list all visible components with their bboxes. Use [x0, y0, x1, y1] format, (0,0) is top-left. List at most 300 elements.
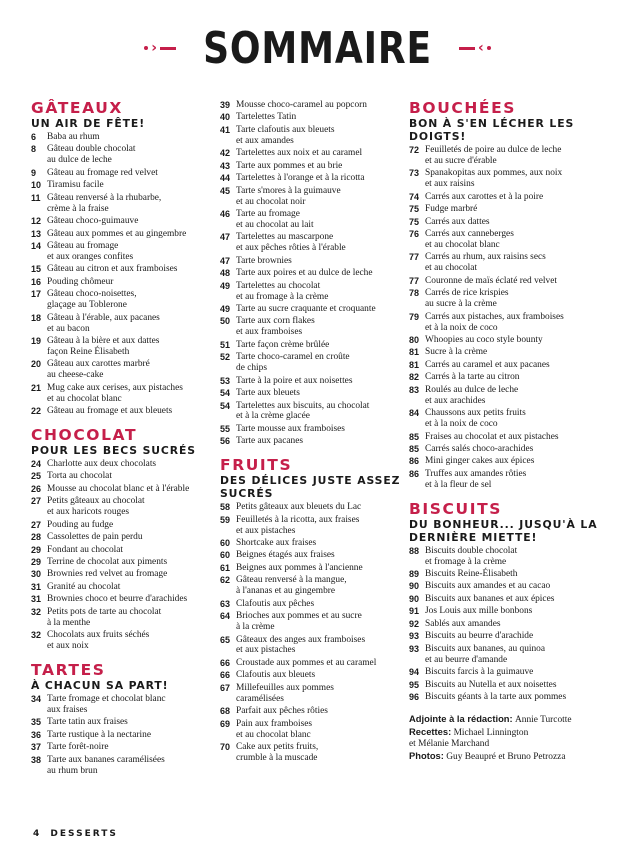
entry-line: Gâteau renversé à la mangue, [236, 575, 347, 586]
entry-line: Petits gâteaux au chocolat [47, 496, 145, 507]
toc-entry[interactable] [409, 581, 609, 592]
toc-entry[interactable] [31, 607, 216, 629]
entry-title [425, 667, 533, 678]
toc-entry[interactable] [220, 232, 410, 254]
page-number: 75 [409, 216, 420, 227]
page-number: 18 [31, 312, 42, 323]
page-number: 82 [409, 372, 420, 383]
entry-title [47, 582, 120, 593]
page-number: 94 [409, 667, 420, 678]
page-number: 93 [409, 631, 420, 642]
page-number: 95 [409, 679, 420, 690]
toc-section [31, 100, 216, 417]
entry-title [236, 563, 363, 574]
section-title: FRUITS [220, 456, 293, 475]
toc-entry[interactable] [409, 385, 609, 407]
toc-entry[interactable] [409, 276, 609, 287]
entry-title [47, 313, 160, 335]
toc-entry[interactable] [409, 456, 609, 467]
page-number: 17 [31, 289, 42, 300]
page-number: 83 [409, 384, 420, 395]
page-number: 69 [220, 718, 231, 729]
entry-line: de chips [236, 363, 267, 374]
toc-entry[interactable] [31, 264, 216, 275]
page-number: 65 [220, 634, 231, 645]
entry-title [47, 459, 156, 470]
toc-entry[interactable] [409, 692, 609, 703]
toc-entry[interactable] [220, 550, 410, 561]
entry-line: Roulés au dulce de leche [425, 384, 519, 395]
section-subtitle: POUR LES BECS SUCRÉS [31, 443, 196, 457]
entry-line: Jos Louis aux mille bonbons [425, 606, 533, 617]
entry-title [47, 216, 138, 227]
column-2 [220, 100, 410, 765]
page-number: 50 [220, 316, 231, 327]
entry-line: Gâteau à l'érable, aux pacanes [47, 312, 160, 323]
toc-entry[interactable] [409, 606, 609, 617]
toc-entry[interactable] [31, 594, 216, 605]
toc-entry[interactable] [31, 144, 216, 166]
entry-title [47, 193, 161, 215]
page-header [0, 18, 635, 78]
entry-line: Tarte brownies [236, 255, 292, 266]
entry-title [47, 144, 136, 166]
entry-title [47, 132, 100, 143]
entry-title [236, 268, 373, 279]
toc-entry[interactable] [220, 424, 410, 435]
toc-entry[interactable] [31, 569, 216, 580]
page-number: 60 [220, 538, 231, 549]
entry-title [236, 670, 315, 681]
page-number: 52 [220, 352, 231, 363]
page-number: 96 [409, 692, 420, 703]
entry-line: Gâteau choco-noisettes, [47, 289, 137, 300]
entry-title [236, 232, 346, 254]
credit-name: Guy Beaupré et Bruno Petrozza [446, 751, 566, 762]
toc-entry[interactable] [31, 582, 216, 593]
page-number: 14 [31, 240, 42, 251]
toc-entry[interactable] [31, 132, 216, 143]
page-number: 59 [220, 514, 231, 525]
toc-entry[interactable] [31, 496, 216, 518]
toc-entry[interactable] [220, 563, 410, 574]
toc-entry[interactable] [220, 209, 410, 231]
entry-line: Feuilletés à la ricotta, aux fraises [236, 514, 360, 525]
toc-entry[interactable] [31, 742, 216, 753]
entry-line: Beignes aux pommes à l'ancienne [236, 562, 363, 573]
entry-title [425, 619, 501, 630]
entry-line: Biscuits farcis à la guimauve [425, 667, 534, 678]
toc-entry[interactable] [31, 168, 216, 179]
entry-line: Brownies choco et beurre d'arachides [47, 594, 188, 605]
toc-entry[interactable] [220, 436, 410, 447]
page-number: 12 [31, 216, 42, 227]
toc-entry[interactable] [409, 631, 609, 642]
credit-line [409, 750, 609, 763]
toc-entry[interactable] [409, 204, 609, 215]
entry-line: Tarte aux bananes caramélisées [47, 754, 165, 765]
toc-entry[interactable] [31, 545, 216, 556]
section-title: TARTES [31, 661, 106, 680]
entry-title [236, 706, 328, 717]
entry-title [236, 352, 350, 374]
entry-title [425, 276, 557, 287]
toc-entry[interactable] [31, 717, 216, 728]
entry-line: Torta au chocolat [47, 471, 112, 482]
toc-entry[interactable] [220, 635, 410, 657]
page-number: 31 [31, 594, 42, 605]
toc-entry[interactable] [409, 444, 609, 455]
entry-line: Chocolats aux fruits séchés [47, 630, 150, 641]
toc-entry[interactable] [31, 730, 216, 741]
toc-entry[interactable] [409, 469, 609, 491]
column-3 [409, 100, 609, 763]
page-number: 48 [220, 268, 231, 279]
page-number: 49 [220, 303, 231, 314]
entry-title [236, 538, 316, 549]
toc-entry[interactable] [220, 670, 410, 681]
page-number: 49 [220, 280, 231, 291]
entry-line: et au chocolat blanc [236, 729, 311, 740]
credit-name: et Mélanie Marchand [409, 738, 490, 749]
entry-line: Biscuits aux amandes et au cacao [425, 581, 551, 592]
entry-line: Biscuits double chocolat [425, 545, 518, 556]
page-number: 35 [31, 717, 42, 728]
entry-title [47, 717, 128, 728]
toc-entry[interactable] [31, 755, 216, 777]
page-number: 29 [31, 544, 42, 555]
entry-line: et aux haricots rouges [47, 507, 130, 518]
entry-title [236, 148, 362, 159]
entry-line: et aux amandes [236, 135, 294, 146]
entry-line: façon Reine Élisabeth [47, 346, 130, 357]
toc-entry[interactable] [220, 161, 410, 172]
entry-line: Gâteau au fromage [47, 240, 119, 251]
entry-title [47, 694, 166, 716]
entry-line: Feuilletés de poire au dulce de leche [425, 145, 562, 155]
toc-entry[interactable] [31, 313, 216, 335]
toc-entry[interactable] [409, 667, 609, 678]
toc-entry[interactable] [220, 173, 410, 184]
entry-line: Tarte fromage et chocolat blanc [47, 694, 166, 705]
page-number: 43 [220, 160, 231, 171]
toc-entry[interactable] [409, 229, 609, 251]
page-number: 63 [220, 598, 231, 609]
toc-entry[interactable] [31, 557, 216, 568]
page-number: 47 [220, 232, 231, 243]
page-number: 78 [409, 288, 420, 299]
toc-entry[interactable] [220, 502, 410, 513]
toc-entry[interactable] [409, 432, 609, 443]
page-number: 25 [31, 471, 42, 482]
credit-label: Adjointe à la rédaction: [409, 712, 513, 724]
toc-entry[interactable] [31, 193, 216, 215]
page-number: 56 [220, 436, 231, 447]
page-number: 22 [31, 406, 42, 417]
toc-entry[interactable] [220, 340, 410, 351]
entry-line: Carrés aux carottes et à la poire [425, 191, 544, 202]
toc-entry[interactable] [31, 383, 216, 405]
entry-line: Carrés salés choco-arachides [425, 443, 534, 454]
page-number: 85 [409, 443, 420, 454]
toc-entry[interactable] [31, 216, 216, 227]
toc-entry[interactable] [31, 532, 216, 543]
toc-entry[interactable] [31, 520, 216, 531]
page-number: 86 [409, 456, 420, 467]
toc-entry[interactable] [409, 217, 609, 228]
entry-line: Sablés aux amandes [425, 618, 501, 629]
toc-entry[interactable] [220, 268, 410, 279]
entry-line: Gâteau double chocolat [47, 144, 136, 155]
right-ornament: ‹ [459, 41, 491, 55]
entry-line: Shortcake aux fraises [236, 538, 317, 549]
entry-line: et aux noix [47, 641, 89, 652]
entry-line: et à la noix de coco [425, 322, 498, 333]
entry-title [236, 635, 365, 657]
entry-line: Pouding chômeur [47, 276, 114, 287]
entry-line: Biscuits aux bananes, au quinoa [425, 643, 546, 654]
entry-line: Millefeuilles aux pommes [236, 682, 334, 693]
toc-entry[interactable] [220, 186, 410, 208]
entry-title [236, 125, 335, 147]
page-number: 76 [409, 229, 420, 240]
entry-line: Pain aux framboises [236, 718, 313, 729]
toc-entry[interactable] [409, 312, 609, 334]
entry-title [47, 180, 104, 191]
toc-section [220, 457, 410, 764]
page-number: 66 [220, 670, 231, 681]
entry-line: et à la crème glacée [236, 411, 310, 422]
entry-title [47, 406, 172, 417]
toc-entry[interactable] [31, 471, 216, 482]
toc-entry[interactable] [220, 719, 410, 741]
page-number: 68 [220, 706, 231, 717]
entry-line: Whoopies au coco style bounty [425, 334, 543, 345]
entry-line: Tartelettes aux noix et au caramel [236, 148, 363, 159]
page-number: 36 [31, 729, 42, 740]
toc-entry[interactable] [220, 100, 410, 111]
page-number: 10 [31, 180, 42, 191]
entry-title [236, 599, 314, 610]
page-number: 91 [409, 606, 420, 617]
entry-line: Gâteau au citron et aux framboises [47, 264, 178, 275]
entry-line: Carrés aux pistaches, aux framboises [425, 311, 564, 322]
toc-entry[interactable] [220, 599, 410, 610]
toc-entry[interactable] [409, 145, 609, 167]
toc-entry[interactable] [409, 408, 609, 430]
toc-entry[interactable] [220, 281, 410, 303]
entry-line: au sucre à la crème [425, 299, 497, 310]
page-number: 37 [31, 742, 42, 753]
section-title: BISCUITS [409, 499, 503, 518]
toc-entry[interactable] [409, 546, 609, 568]
entry-line: Fudge marbré [425, 204, 478, 215]
toc-entry[interactable] [31, 459, 216, 470]
entry-line: Biscuits Reine-Élisabeth [425, 569, 518, 580]
toc-entry[interactable] [31, 336, 216, 358]
page-number: 60 [220, 550, 231, 561]
page-number: 54 [220, 400, 231, 411]
entry-line: Terrine de chocolat aux piments [47, 557, 168, 568]
toc-entry[interactable] [409, 335, 609, 346]
toc-entry[interactable] [220, 683, 410, 705]
entry-line: au dulce de leche [47, 155, 112, 166]
entry-line: Baba au rhum [47, 132, 100, 142]
entry-line: Tartelettes à l'orange et à la ricotta [236, 173, 365, 184]
page-number: 32 [31, 630, 42, 641]
entry-title [425, 372, 519, 383]
entry-line: Carrés au rhum, aux raisins secs [425, 252, 546, 263]
entry-line: Tartelettes aux biscuits, au chocolat [236, 400, 370, 411]
entry-title [47, 594, 187, 605]
toc-entry[interactable] [409, 347, 609, 358]
page-number: 61 [220, 562, 231, 573]
toc-entry[interactable] [409, 680, 609, 691]
entry-line: Croustade aux pommes et au caramel [236, 657, 377, 668]
toc-entry[interactable] [31, 289, 216, 311]
entry-line: et au bacon [47, 323, 90, 334]
toc-entry[interactable] [409, 192, 609, 203]
page-number: 38 [31, 754, 42, 765]
toc-entry[interactable] [220, 515, 410, 537]
entry-line: et aux arachides [425, 395, 486, 406]
page-number: 30 [31, 569, 42, 580]
toc-entry[interactable] [220, 148, 410, 159]
entry-line: et aux pistaches [236, 645, 296, 656]
toc-entry[interactable] [31, 484, 216, 495]
entry-line: et aux oranges confites [47, 251, 134, 262]
toc-entry[interactable] [409, 168, 609, 190]
toc-entry[interactable] [409, 252, 609, 274]
entry-title [236, 388, 300, 399]
entry-line: Mug cake aux cerises, aux pistaches [47, 382, 183, 393]
entry-title [425, 192, 543, 203]
toc-entry[interactable] [220, 658, 410, 669]
entry-line: Biscuits au Nutella et aux noisettes [425, 679, 557, 690]
toc-entry[interactable] [31, 694, 216, 716]
toc-entry[interactable] [409, 619, 609, 630]
entry-title [47, 359, 150, 381]
entry-line: à la crème [236, 622, 275, 633]
entry-title [236, 719, 312, 741]
entry-line: Tarte façon crème brûlée [236, 339, 330, 350]
entry-line: et au fromage à la crème [236, 291, 329, 302]
section-subtitle: DU BONHEUR... JUSQU'À LA DERNIÈRE MIETTE! [409, 517, 598, 544]
toc-entry[interactable] [220, 125, 410, 147]
toc-entry[interactable] [31, 277, 216, 288]
entry-line: et aux pistaches [236, 525, 296, 536]
page-number: 16 [31, 276, 42, 287]
page-number: 32 [31, 606, 42, 617]
entry-title [47, 755, 165, 777]
entry-line: Gâteau au fromage red velvet [47, 167, 158, 178]
entry-line: Tarte aux poires et au dulce de leche [236, 268, 373, 279]
toc-entry[interactable] [220, 575, 410, 597]
toc-entry[interactable] [409, 372, 609, 383]
toc-entry[interactable] [220, 401, 410, 423]
entry-line: Tarte aux bleuets [236, 388, 300, 399]
toc-entry[interactable] [220, 742, 410, 764]
toc-entry[interactable] [220, 611, 410, 633]
toc-section [409, 100, 609, 491]
toc-entry[interactable] [220, 352, 410, 374]
entry-title [425, 594, 554, 605]
page-number: 6 [31, 132, 37, 142]
entry-line: Tarte s'mores à la guimauve [236, 185, 341, 196]
entry-line: Tartelettes au chocolat [236, 280, 321, 291]
toc-section [31, 662, 216, 777]
page-number: 93 [409, 643, 420, 654]
entry-title [47, 336, 159, 358]
page-number: 67 [220, 682, 231, 693]
toc-entry[interactable] [31, 359, 216, 381]
toc-entry[interactable] [220, 388, 410, 399]
entry-title [47, 569, 167, 580]
entry-title [47, 289, 137, 311]
entry-title [47, 496, 145, 518]
entry-line: Gâteau aux pommes et au gingembre [47, 228, 187, 239]
entry-title [425, 631, 533, 642]
entry-title [236, 340, 329, 351]
toc-entry[interactable] [409, 288, 609, 310]
entry-line: aux fraises [47, 704, 88, 715]
entry-line: Tiramisu facile [47, 180, 104, 191]
entry-line: Sucre à la crème [425, 347, 488, 358]
entry-line: Pouding au fudge [47, 519, 114, 530]
toc-entry[interactable] [220, 706, 410, 717]
entry-line: Gâteau aux carottes marbré [47, 359, 150, 370]
toc-section [220, 100, 410, 447]
page-number: 47 [220, 255, 231, 266]
page-number: 29 [31, 557, 42, 568]
toc-entry[interactable] [31, 229, 216, 240]
toc-entry[interactable] [31, 406, 216, 417]
toc-entry[interactable] [409, 360, 609, 371]
entry-title [47, 742, 109, 753]
toc-entry[interactable] [409, 594, 609, 605]
entry-line: Petits gâteaux aux bleuets du Lac [236, 502, 362, 513]
toc-entry[interactable] [220, 256, 410, 267]
entry-line: caramélisées [236, 693, 284, 704]
toc-entry[interactable] [220, 316, 410, 338]
entry-title [425, 680, 556, 691]
toc-entry[interactable] [220, 376, 410, 387]
toc-entry[interactable] [220, 112, 410, 123]
entry-line: Carrés à la tarte au citron [425, 372, 520, 383]
entry-title [47, 168, 158, 179]
left-ornament: › [144, 41, 176, 55]
entry-title [425, 581, 550, 592]
entry-line: Tarte forêt-noire [47, 742, 109, 753]
toc-entry[interactable] [220, 304, 410, 315]
toc-entry[interactable] [220, 538, 410, 549]
entry-line: Carrés au caramel et aux pacanes [425, 359, 550, 370]
toc-entry[interactable] [31, 630, 216, 652]
toc-section [31, 427, 216, 652]
toc-entry[interactable] [409, 644, 609, 666]
toc-entry[interactable] [409, 569, 609, 580]
entry-title [236, 742, 318, 764]
entry-line: Tarte aux corn flakes [236, 316, 315, 327]
page-number: 15 [31, 264, 42, 275]
entry-title [425, 469, 526, 491]
section-subtitle: DES DÉLICES JUSTE ASSEZ SUCRÉS [220, 474, 401, 501]
page-number: 40 [220, 112, 231, 123]
toc-entry[interactable] [31, 180, 216, 191]
entry-line: Gâteau choco-guimauve [47, 216, 139, 227]
toc-entry[interactable] [31, 241, 216, 263]
page-footer [33, 829, 118, 839]
